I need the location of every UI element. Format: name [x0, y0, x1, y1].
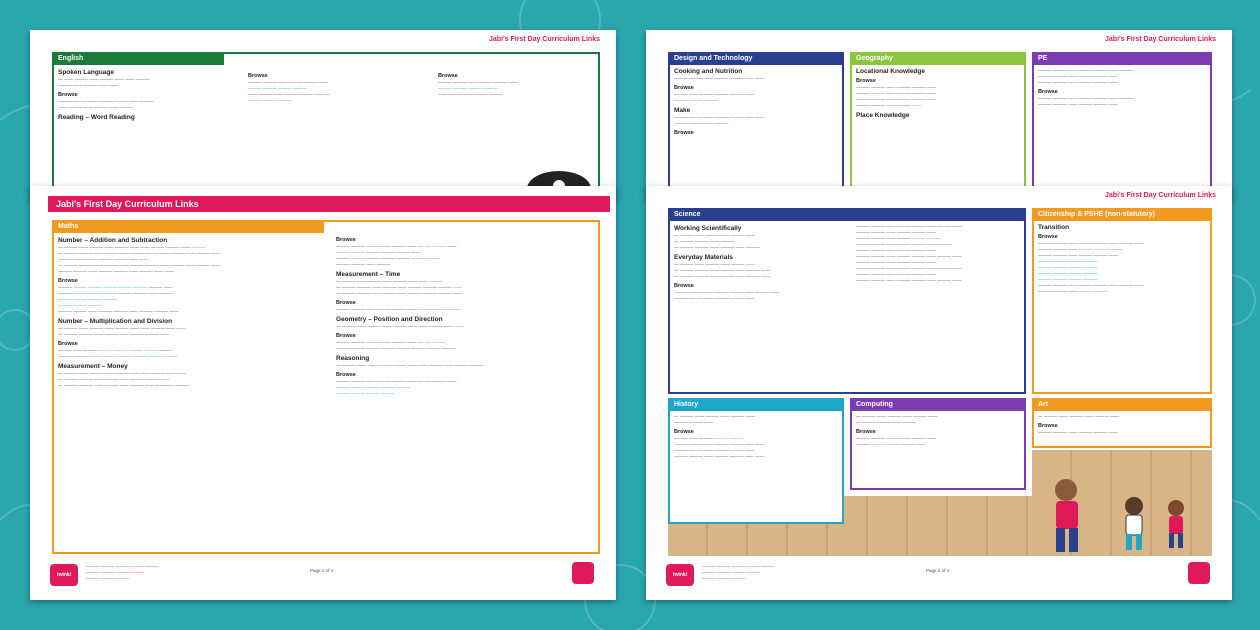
twinkl-logo: twinkl	[50, 564, 78, 586]
english-title: English	[54, 54, 224, 65]
english-section: English Spoken Language — —— ——— —— ——— —— —— ——— ——— —— ——— —— —— Browse ——— ——— —— ——— ——— —— ——— —— ——— —— ——— —— ——— Reading – Word Reading Browse ——— ——— —— ——— ——— —— ——— ——— ——— ——— —— ——— —— ——— ——— —— — ——— ——— ——— Browse ——— ——— —— ——— ——— —— ——— ——— ——— ——— —— ——— —— ——— ———	[52, 52, 600, 200]
maths-right-browse-2: Browse	[336, 300, 356, 306]
page-header: Jabi's First Day Curriculum Links	[489, 36, 600, 43]
english-col3-browse: Browse	[438, 73, 458, 79]
twinkl-logo-right: twinkl	[666, 564, 694, 586]
pe-section: PE ——— ——— —— ——— ——— —— ——— ——— ——— —— ——— ——— —— ——— ——— —— ——— ——— —— Browse ——— ——— —— ——— ——— —— ——— ——— ——— —— ——— ——— ——	[1032, 52, 1212, 200]
english-sub-browse: Browse	[58, 92, 78, 98]
left-back-page	[30, 30, 616, 200]
footer-text-right: ——— ——— ——— ——— ——— ——— ——— ——— ——— ——— ——— ———	[702, 564, 775, 581]
left-front-page	[30, 186, 616, 600]
maths-right-sub-2: Geometry – Position and Direction	[336, 316, 443, 323]
main-banner: Jabi's First Day Curriculum Links	[48, 196, 610, 212]
geography-title: Geography	[852, 54, 1024, 65]
maths-browse-2: Browse	[58, 341, 78, 347]
maths-right-sub-1: Measurement – Time	[336, 271, 401, 278]
page-header-right-front: Jabi's First Day Curriculum Links	[1105, 192, 1216, 199]
maths-browse-1: Browse	[58, 278, 78, 284]
history-section: History — ——— —— ——— —— ——— —— ——— ——— —— Browse ——— ——— —— ——— ——— ——— ——— —— ——— ——— —— —— ——— ——— —— ——— ——— —— ——— ——— —— ——— ——— —— ——	[668, 398, 844, 524]
maths-right-sub-3: Reasoning	[336, 355, 370, 362]
maths-title: Maths	[54, 222, 324, 233]
art-title: Art	[1034, 400, 1210, 411]
page-number: Page 1 of 4	[310, 568, 334, 573]
maths-sub-2: Number – Multiplication and Division	[58, 318, 173, 325]
citizenship-section: Citizenship & PSHE (non-statutory) Transition Browse ——— ——— —— ——— ——— —— ——— —— ——— ——— —— ——— ——— ——— ——— ——— —— ——— ——— —— ——— ——— ——— ——— ——— ——— ——— ——— ——— ——— ——— ——— ——— ——— ——— ——— ——— ——— —— ——— ——— —— ——— —— ——— ——— —— ——— ———	[1032, 208, 1212, 394]
computing-section: Computing — ——— —— ——— —— ——— —— — ——— ——— —— ——— Browse ——— ——— —— ——— ——— —— ——— ——— ——— ——— ——	[850, 398, 1026, 490]
geography-section: Geography Locational Knowledge Browse ——— ——— —— ——— ——— —— ——— ——— —— ——— ——— —— ——— ——— —— ——— ——— —— ——— ——— —— ——— —— Place Knowledge	[850, 52, 1026, 200]
maths-section: Maths Number – Addition and Subtraction — ——— —— ——— —— ——— —— —— ——— ——— —— ——— — ——— ——— —— ——— —— ——— ——— —— ——— —— ——— —— ——— ——— —— ——— ——— —— —— — ——— ——— —— ——— —— ——— ——— —— ——— —— ——— —— ——— ——— —— ——— ——— —— ——— —— —— Browse ——— ——— ——— ——— ——— ——— ——— —— ——— ——— ——— ——— ——— ——— —— ——— ——— ——— ——— ——— ——— ——— ——— ——— ——— —— ——— ——— —— ——— ——— —— Number – Multiplication and Division — ——— —— ——— —— ——— —— —— ——— —— —— — ——— ——— —— ——— —— ——— ——— —— Browse ——— ——— —— ——— ——— ——— ——— ——— ——— ——— ——— ——— ——— ——— ——— ——— Measurement – Money — ——— —— ——— —— ——— —— —— ——— —— —— — ——— ——— —— ——— —— ——— ——— —— — ——— ——— —— ——— —— ——— ——— ——— ——— Browse ——— ——— —— ——— ——— —— ——— ——— —— ——— ——— ——— ——— ——— —— ——— ——— ——— ——— ——— ——— ——— ——— ——— —— ——— Measurement – Time — ——— —— ——— —— ——— —— —— ——— — ——— ——— —— ——— —— ——— ——— ——— —— — ——— ——— —— ——— —— ——— ——— ——— —— Browse ——— ——— —— ——— ——— —— ——— ——— ——— Geometry – Position and Direction — ——— —— ——— —— ——— —— —— ——— —— —— Browse ——— ——— —— ——— ——— —— ——— ——— ——— ——— ——— ——— ——— ——— ——— ——— Reasoning — ——— —— ——— —— ——— —— —— ——— —— ——— ——— Browse ——— ——— —— ——— ——— —— ——— ——— —— ——— ——— ——— ——— ——— ——— ——— ——— ———	[52, 220, 600, 554]
maths-sub-3: Measurement – Money	[58, 363, 128, 370]
history-title: History	[670, 400, 842, 411]
english-sub-2: Reading – Word Reading	[58, 114, 135, 121]
right-back-page	[646, 30, 1232, 200]
citizenship-title: Citizenship & PSHE (non-statutory)	[1034, 210, 1210, 221]
art-section: Art — ——— —— ——— —— ——— —— Browse ——— ——— —— ——— ——— ——	[1032, 398, 1212, 448]
page-header-right: Jabi's First Day Curriculum Links	[1105, 36, 1216, 43]
maths-right-browse-1: Browse	[336, 237, 356, 243]
design-title: Design and Technology	[670, 54, 842, 65]
footer-badge-right	[1188, 562, 1210, 584]
pe-title: PE	[1034, 54, 1210, 65]
children-illustration	[1026, 468, 1206, 558]
maths-right-browse-4: Browse	[336, 372, 356, 378]
science-title: Science	[670, 210, 1024, 221]
footer-badge	[572, 562, 594, 584]
english-col2-browse: Browse	[248, 73, 268, 79]
science-section: Science Working Scientifically — ——— —— ——— —— ——— —— — ——— ——— —— ——— — ——— ——— —— ——— —— ——— Everyday Materials — ——— —— ——— —— ——— —— — ——— ——— —— ——— —— ——— —— — ——— ——— —— ——— —— ——— —— Browse ——— ——— —— ——— ——— —— ——— —— ——— ——— —— ——— ——— —— ——— ——— —— ——— ——— —— ——— —— ——— ——— —— ——— ——— —— ——— ——— —— ——— ——— ——— ——— ——— —— ——— ——— —— ——— ——— ——— —— ——— ——— —— ——— ——— —— ——— ——— —— ——— —— ——— ——— —— ——— ——— —— ——— ——— —— ——— ——— —— ——— —— ——— ——— —— ——— ——— —— ——— ——— —— ——— ——— —— ——— ——	[668, 208, 1026, 394]
design-section: Design and Technology Cooking and Nutrition ——— ——— —— ——— ——— —— —— Browse ——— ——— —— ——— ——— —— ——— ——— ——— Make ——— ——— —— ——— ——— —— —— ——— ——— —— ——— Browse	[668, 52, 844, 200]
footer-text: ——— ——— ——— ——— ——— ——— ——— ——— ——— ——— ——— ———	[86, 564, 159, 581]
maths-sub-1: Number – Addition and Subtraction	[58, 237, 168, 244]
page-number-right: Page 2 of 4	[926, 568, 950, 573]
computing-title: Computing	[852, 400, 1024, 411]
right-front-page	[646, 186, 1232, 600]
maths-right-browse-3: Browse	[336, 333, 356, 339]
english-sub-1: Spoken Language	[58, 69, 114, 76]
